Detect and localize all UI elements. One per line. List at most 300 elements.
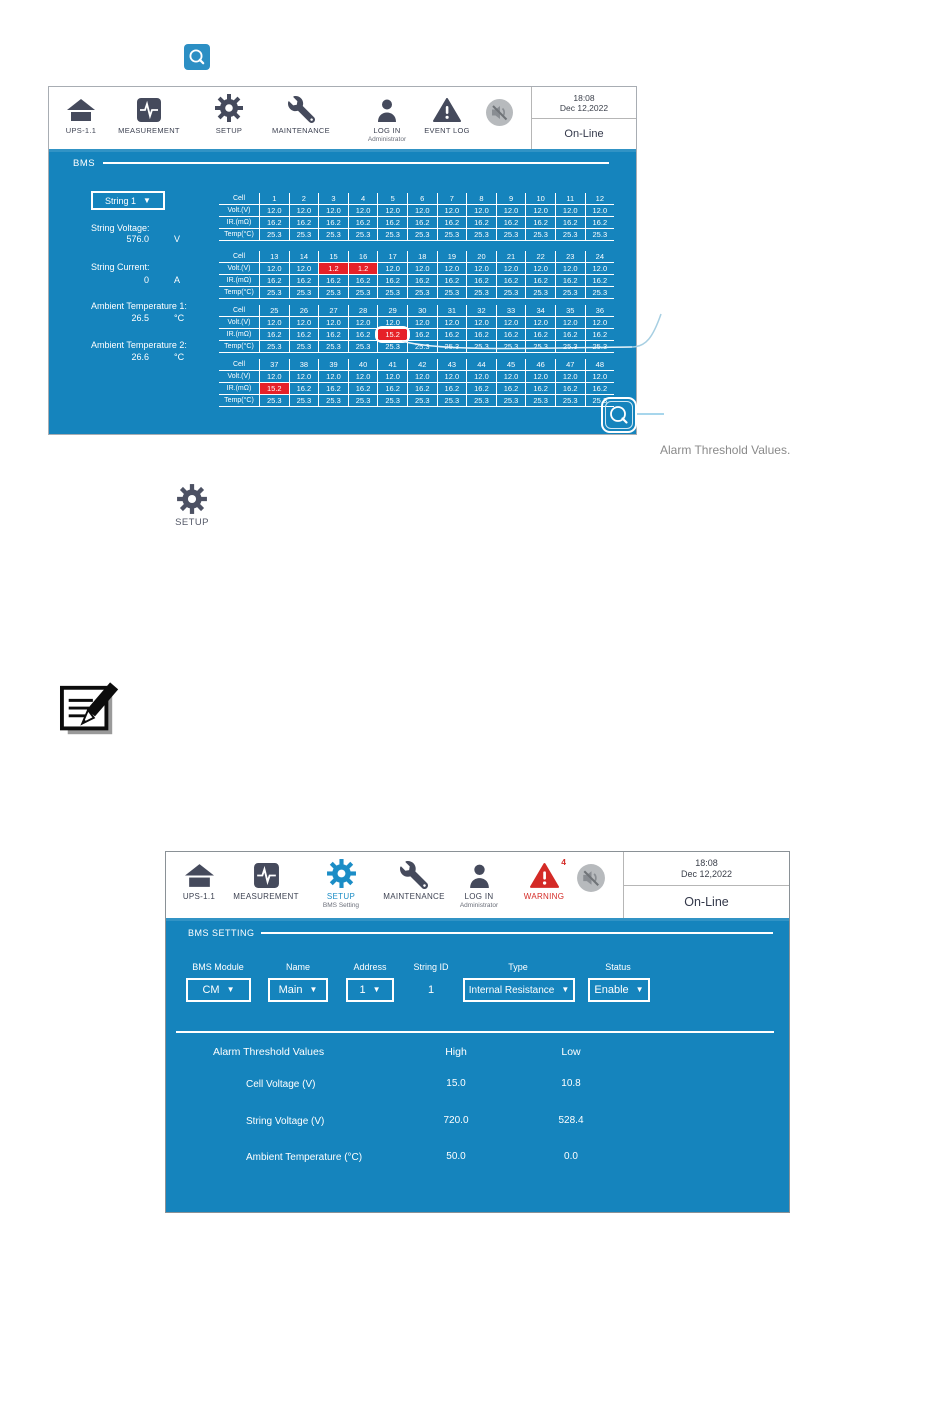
cell-value: 39 [319, 359, 349, 371]
cell-value: 12.0 [585, 263, 614, 275]
cell-value: 12.0 [407, 317, 437, 329]
cell-value: 25.3 [496, 395, 526, 407]
status-dropdown[interactable] [588, 978, 650, 1002]
cell-value: 25.3 [467, 395, 497, 407]
cell-value: 16 [348, 251, 378, 263]
cell-value: 25.3 [555, 287, 585, 299]
address-label: Address [353, 962, 387, 972]
status-value: Enable [594, 984, 629, 996]
cell-value: 16.2 [526, 217, 556, 229]
cell-value: 16.2 [555, 217, 585, 229]
date-text: Dec 12,2022 [680, 868, 733, 879]
cell-value: 19 [437, 251, 467, 263]
ambient-temp1-value: 26.5 [131, 313, 149, 323]
alarm-cell-ringed: 15.2 [378, 329, 408, 341]
cell-value: 16.2 [496, 275, 526, 287]
address-dropdown[interactable] [346, 978, 394, 1002]
nav-login-sublabel: Administrator [367, 136, 407, 143]
cell-value: 12.0 [378, 263, 408, 275]
row-label: Cell [232, 361, 246, 368]
ambient-temp2-value: 26.6 [131, 352, 149, 362]
string-voltage-row-label: String Voltage (V) [246, 1116, 325, 1127]
cell-value: 25.3 [496, 341, 526, 353]
warning-count-badge: 4 [561, 857, 566, 867]
cell-value: 12.0 [407, 371, 437, 383]
magnifier-icon [187, 47, 207, 67]
cell-value: 25.3 [526, 341, 556, 353]
cell-value: 8 [467, 193, 497, 205]
cell-value: 16.2 [260, 275, 290, 287]
row-label: IR.(mΩ) [219, 275, 260, 287]
cell-value: 12.0 [555, 371, 585, 383]
bms-module-dropdown[interactable] [186, 978, 251, 1002]
string-voltage-unit: V [174, 234, 181, 244]
mute-button[interactable] [571, 865, 611, 893]
row-label: Temp(°C) [219, 341, 260, 353]
cell-value: 44 [467, 359, 497, 371]
cell-value: 13 [260, 251, 290, 263]
cell-value: 25.3 [260, 395, 290, 407]
bms-cell-table [219, 251, 614, 299]
time-text: 18:08 [573, 92, 595, 103]
cell-value: 12.0 [526, 263, 556, 275]
cell-value: 12.0 [407, 205, 437, 217]
string-voltage-high: 720.0 [443, 1115, 469, 1126]
cell-value: 25.3 [555, 229, 585, 241]
ambient-temp-low: 0.0 [564, 1151, 578, 1162]
row-label: Volt.(V) [219, 317, 260, 329]
row-label: IR.(mΩ) [219, 329, 260, 341]
nav-login-sublabel: Administrator [459, 902, 499, 909]
row-label: Volt.(V) [219, 205, 260, 217]
bms-measurement-screen [48, 86, 637, 435]
cell-value: 25.3 [526, 287, 556, 299]
chevron-down-icon: ▼ [226, 985, 235, 994]
address-value: 1 [359, 984, 366, 996]
row-label: Volt.(V) [219, 371, 260, 383]
datetime-status-box [623, 852, 789, 918]
cell-value: 16.2 [289, 383, 319, 395]
cell-value: 12.0 [378, 317, 408, 329]
cell-value: 25.3 [555, 341, 585, 353]
cell-value: 12.0 [378, 205, 408, 217]
cell-value: 25.3 [407, 229, 437, 241]
cell-value: 12.0 [467, 263, 497, 275]
cell-value: 16.2 [378, 217, 408, 229]
nav-measurement-label: MEASUREMENT [233, 892, 299, 901]
note-icon [58, 682, 120, 740]
cell-value: 12.0 [348, 205, 378, 217]
cell-value: 12.0 [467, 317, 497, 329]
cell-value: 16.2 [437, 329, 467, 341]
string-id-label: String ID [413, 962, 449, 972]
cell-value: 4 [348, 193, 378, 205]
nav-measurement-label: MEASUREMENT [118, 126, 180, 135]
cell-value: 25.3 [526, 395, 556, 407]
string-voltage-value: 576.0 [126, 234, 149, 244]
cell-value: 29 [378, 305, 408, 317]
cell-value: 25.3 [348, 341, 378, 353]
cell-value: 16.2 [348, 275, 378, 287]
cell-value: 21 [496, 251, 526, 263]
cell-value: 34 [526, 305, 556, 317]
cell-value: 25.3 [496, 287, 526, 299]
cell-value: 41 [378, 359, 408, 371]
cell-value: 25.3 [348, 287, 378, 299]
magnifier-icon [605, 401, 633, 429]
ambient-temp-high: 50.0 [446, 1151, 466, 1162]
cell-value: 12.0 [585, 317, 614, 329]
cell-value: 22 [526, 251, 556, 263]
cell-value: 25.3 [348, 229, 378, 241]
cell-value: 16.2 [348, 217, 378, 229]
cell-value: 16.2 [348, 383, 378, 395]
type-label: Type [508, 962, 528, 972]
bms-setting-screen [165, 851, 790, 1213]
cell-value: 25.3 [260, 341, 290, 353]
waveform-icon [103, 95, 195, 123]
cell-value: 16.2 [407, 329, 437, 341]
cell-value: 16.2 [585, 329, 614, 341]
cell-value: 25.3 [526, 229, 556, 241]
cell-value: 25.3 [378, 287, 408, 299]
cell-value: 12.0 [467, 371, 497, 383]
cell-value: 16.2 [496, 217, 526, 229]
cell-value: 12.0 [496, 263, 526, 275]
cell-value: 12.0 [526, 205, 556, 217]
cell-value: 25.3 [289, 341, 319, 353]
cell-value: 12.0 [319, 317, 349, 329]
cell-value: 12.0 [437, 371, 467, 383]
string-current-label: String Current: [91, 262, 150, 272]
cell-value: 10 [526, 193, 556, 205]
cell-value: 16.2 [437, 275, 467, 287]
cell-value: 37 [260, 359, 290, 371]
bms-cell-table [219, 305, 614, 353]
cell-value: 36 [585, 305, 614, 317]
bms-module-label: BMS Module [192, 962, 244, 972]
datetime [624, 852, 789, 886]
cell-value: 16.2 [555, 275, 585, 287]
cell-value: 16.2 [526, 275, 556, 287]
cell-value: 25.3 [555, 395, 585, 407]
nav-setup-label: SETUP [326, 892, 356, 901]
cell-value: 12.0 [585, 371, 614, 383]
cell-value: 40 [348, 359, 378, 371]
cell-value: 16.2 [585, 275, 614, 287]
alarm-cell: 1.2 [348, 263, 378, 275]
row-label: IR.(mΩ) [219, 383, 260, 395]
cell-value: 16.2 [585, 217, 614, 229]
cell-value: 46 [526, 359, 556, 371]
cell-voltage-low: 10.8 [561, 1078, 581, 1089]
cell-value: 12.0 [260, 205, 290, 217]
type-dropdown[interactable] [463, 978, 575, 1002]
row-label: Cell [232, 195, 246, 202]
cell-value: 35 [555, 305, 585, 317]
string-select-dropdown[interactable] [91, 191, 165, 210]
cell-value: 25.3 [467, 229, 497, 241]
cell-value: 16.2 [289, 329, 319, 341]
cell-value: 12.0 [496, 317, 526, 329]
chevron-down-icon: ▼ [143, 195, 151, 205]
cell-value: 12.0 [260, 317, 290, 329]
row-label: Temp(°C) [219, 229, 260, 241]
cell-value: 16.2 [555, 383, 585, 395]
cell-value: 16.2 [467, 329, 497, 341]
cell-value: 25.3 [289, 229, 319, 241]
cell-value: 24 [585, 251, 614, 263]
cell-value: 25.3 [378, 395, 408, 407]
cell-value: 12.0 [467, 205, 497, 217]
cell-value: 25.3 [348, 395, 378, 407]
cell-value: 12.0 [260, 371, 290, 383]
nav-maintenance[interactable] [255, 95, 347, 135]
panel-title-bms: BMS [73, 158, 96, 169]
status-label: Status [605, 962, 631, 972]
cell-value: 16.2 [407, 275, 437, 287]
muted-speaker-icon [479, 99, 519, 127]
cell-value: 25.3 [585, 287, 614, 299]
cell-value: 31 [437, 305, 467, 317]
cell-value: 23 [555, 251, 585, 263]
cell-value: 16.2 [526, 383, 556, 395]
chevron-down-icon: ▼ [309, 985, 318, 994]
cell-voltage-high: 15.0 [446, 1078, 466, 1089]
cell-value: 12.0 [348, 317, 378, 329]
cell-value: 26 [289, 305, 319, 317]
bms-cell-table [219, 193, 614, 241]
datetime-status-box [531, 87, 636, 149]
cell-value: 12.0 [585, 205, 614, 217]
cell-voltage-row-label: Cell Voltage (V) [246, 1079, 316, 1090]
cell-value: 25.3 [407, 287, 437, 299]
cell-value: 25.3 [437, 287, 467, 299]
cell-value: 16.2 [260, 329, 290, 341]
name-label: Name [285, 962, 311, 972]
string-current-value: 0 [143, 275, 149, 285]
chevron-down-icon: ▼ [372, 985, 381, 994]
chevron-down-icon: ▼ [635, 985, 644, 994]
cell-value: 25.3 [467, 341, 497, 353]
cell-value: 25 [260, 305, 290, 317]
ambient-temp2-unit: °C [174, 352, 185, 362]
cell-value: 45 [496, 359, 526, 371]
cell-value: 12.0 [289, 263, 319, 275]
cell-value: 25.3 [585, 229, 614, 241]
cell-value: 25.3 [289, 395, 319, 407]
cell-value: 27 [319, 305, 349, 317]
cell-value: 43 [437, 359, 467, 371]
cell-value: 42 [407, 359, 437, 371]
nav-bar [166, 852, 789, 918]
cell-value: 16.2 [319, 383, 349, 395]
cell-value: 12.0 [319, 371, 349, 383]
cell-value: 25.3 [378, 341, 408, 353]
string-id-value: 1 [427, 984, 435, 996]
bms-setting-panel [166, 918, 789, 1212]
ambient-temp-row-label: Ambient Temperature (°C) [246, 1152, 363, 1163]
cell-value: 12.0 [289, 371, 319, 383]
nav-maintenance-label: MAINTENANCE [272, 126, 330, 135]
cell-value: 12.0 [289, 205, 319, 217]
cell-value: 18 [407, 251, 437, 263]
cell-value: 16.2 [319, 217, 349, 229]
string-voltage-low: 528.4 [558, 1115, 584, 1126]
cell-value: 16.2 [289, 217, 319, 229]
nav-warning-label: WARNING [523, 892, 565, 901]
cell-value: 12.0 [407, 263, 437, 275]
cell-value: 12.0 [289, 317, 319, 329]
cell-value: 25.3 [319, 229, 349, 241]
zoom-button[interactable] [601, 397, 637, 433]
alarm-cell: 15.2 [260, 383, 290, 395]
cell-value: 16.2 [496, 383, 526, 395]
cell-value: 25.3 [437, 229, 467, 241]
cell-value: 12.0 [348, 371, 378, 383]
clipped-caption-alarm-threshold: Alarm Threshold Values. [660, 444, 791, 454]
cell-value: 20 [467, 251, 497, 263]
gear-icon [176, 483, 208, 515]
cell-value: 25.3 [585, 395, 614, 407]
row-label: Cell [232, 253, 246, 260]
cell-value: 11 [555, 193, 585, 205]
cell-value: 6 [407, 193, 437, 205]
low-column-header: Low [561, 1046, 581, 1058]
nav-home-label: UPS-1.1 [182, 892, 216, 901]
date-text: Dec 12,2022 [559, 102, 609, 113]
cell-value: 48 [585, 359, 614, 371]
cell-value: 33 [496, 305, 526, 317]
cell-value: 16.2 [260, 217, 290, 229]
cell-value: 25.3 [437, 395, 467, 407]
nav-maintenance-label: MAINTENANCE [383, 892, 445, 901]
cell-value: 30 [407, 305, 437, 317]
ambient-temp1-unit: °C [174, 313, 185, 323]
string-select-value: String 1 [105, 195, 137, 206]
cell-value: 25.3 [378, 229, 408, 241]
string-voltage-label: String Voltage: [91, 223, 150, 233]
cell-value: 25.3 [289, 287, 319, 299]
nav-bar [49, 87, 636, 149]
cell-value: 2 [289, 193, 319, 205]
cell-value: 12.0 [437, 263, 467, 275]
cell-value: 16.2 [319, 275, 349, 287]
cell-value: 16.2 [407, 217, 437, 229]
cell-value: 16.2 [585, 383, 614, 395]
cell-value: 7 [437, 193, 467, 205]
name-dropdown[interactable] [268, 978, 328, 1002]
cell-value: 16.2 [467, 217, 497, 229]
zoom-callout-icon[interactable] [184, 44, 210, 70]
cell-value: 12.0 [437, 205, 467, 217]
cell-value: 12.0 [555, 205, 585, 217]
cell-value: 16.2 [319, 329, 349, 341]
cell-value: 5 [378, 193, 408, 205]
cell-value: 17 [378, 251, 408, 263]
cell-value: 16.2 [555, 329, 585, 341]
time-text: 18:08 [695, 857, 718, 868]
cell-value: 12.0 [526, 317, 556, 329]
cell-value: 12.0 [496, 371, 526, 383]
title-rule [261, 932, 773, 934]
alarm-cell: 1.2 [319, 263, 349, 275]
cell-value: 25.3 [260, 287, 290, 299]
nav-login-label: LOG IN [464, 892, 494, 901]
cell-value: 28 [348, 305, 378, 317]
cell-value: 16.2 [437, 383, 467, 395]
cell-value: 38 [289, 359, 319, 371]
cell-value: 16.2 [378, 383, 408, 395]
cell-value: 16.2 [378, 275, 408, 287]
cell-value: 25.3 [467, 287, 497, 299]
cell-value: 14 [289, 251, 319, 263]
panel-title-bms-setting: BMS SETTING [188, 928, 255, 938]
cell-value: 16.2 [407, 383, 437, 395]
cell-value: 47 [555, 359, 585, 371]
nav-setup-sublabel: BMS Setting [322, 902, 360, 909]
mute-button[interactable] [479, 99, 519, 127]
section-divider [176, 1031, 774, 1033]
name-value: Main [278, 984, 303, 996]
nav-eventlog-label: EVENT LOG [424, 126, 470, 135]
high-column-header: High [445, 1046, 467, 1058]
cell-value: 16.2 [289, 275, 319, 287]
nav-setup-label: SETUP [215, 126, 243, 135]
cell-value: 16.2 [496, 329, 526, 341]
row-label: Temp(°C) [219, 395, 260, 407]
cell-value: 12.0 [378, 371, 408, 383]
wrench-icon [255, 95, 347, 123]
cell-value: 32 [467, 305, 497, 317]
bms-cell-table [219, 359, 614, 407]
cell-value: 16.2 [437, 217, 467, 229]
type-value: Internal Resistance [468, 984, 555, 996]
cell-value: 25.3 [407, 395, 437, 407]
ambient-temp1-label: Ambient Temperature 1: [91, 301, 187, 311]
nav-measurement[interactable] [103, 95, 195, 135]
cell-value: 12.0 [437, 317, 467, 329]
cell-value: 9 [496, 193, 526, 205]
alarm-threshold-title: Alarm Threshold Values [213, 1046, 325, 1058]
cell-value: 12 [585, 193, 614, 205]
status-online: On-Line [564, 127, 604, 140]
cell-value: 16.2 [348, 329, 378, 341]
muted-speaker-icon [571, 865, 611, 893]
cell-value: 3 [319, 193, 349, 205]
setup-gear-callout [162, 483, 222, 528]
cell-value: 12.0 [260, 263, 290, 275]
chevron-down-icon: ▼ [561, 985, 570, 994]
setup-callout-label: SETUP [175, 517, 209, 528]
bms-module-value: CM [202, 984, 220, 996]
nav-login-label: LOG IN [373, 126, 401, 135]
cell-value: 25.3 [585, 341, 614, 353]
datetime [532, 87, 636, 119]
nav-home-label: UPS-1.1 [65, 126, 97, 135]
cell-value: 16.2 [526, 329, 556, 341]
cell-value: 12.0 [526, 371, 556, 383]
cell-value: 12.0 [555, 317, 585, 329]
cell-value: 12.0 [496, 205, 526, 217]
cell-value: 16.2 [467, 275, 497, 287]
cell-value: 25.3 [407, 341, 437, 353]
string-current-unit: A [174, 275, 181, 285]
row-label: Volt.(V) [219, 263, 260, 275]
row-label: Cell [232, 307, 246, 314]
title-rule [103, 162, 609, 164]
cell-value: 25.3 [319, 395, 349, 407]
